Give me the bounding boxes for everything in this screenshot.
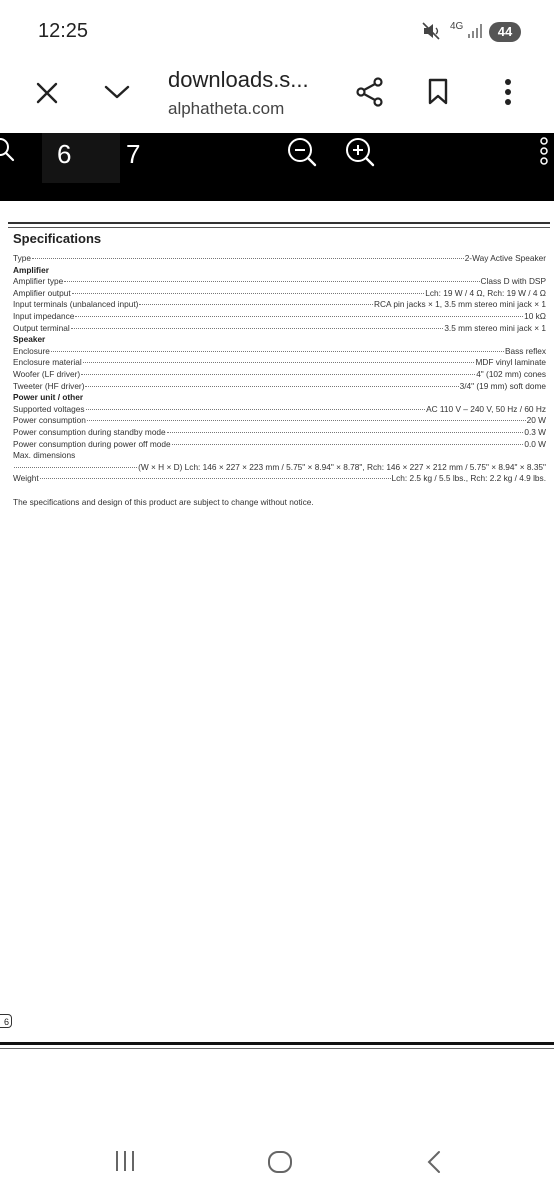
spec-row (13, 450, 546, 462)
spec-row (13, 427, 546, 439)
recent-apps-icon[interactable] (114, 1150, 136, 1172)
spec-label: Input terminals (unbalanced input) (13, 299, 139, 310)
dot-leader (86, 409, 426, 410)
dot-leader (172, 444, 524, 445)
dot-leader (64, 281, 479, 282)
spec-label: Type (13, 253, 31, 263)
spec-value: 3/4" (19 mm) soft dome (459, 380, 546, 391)
dot-leader (139, 304, 373, 305)
spec-section-heading (13, 334, 546, 346)
page-thumb-next[interactable] (118, 133, 196, 183)
network-type: 4G (450, 21, 464, 32)
spec-section-heading (13, 265, 546, 277)
share-icon[interactable] (356, 77, 384, 107)
spec-label: Tweeter (HF driver) (13, 380, 85, 391)
current-page-number: 6 (57, 139, 72, 169)
spec-value: Lch: 2.5 kg / 5.5 lbs., Rch: 2.2 kg / 4.9 lbs. (391, 473, 546, 484)
status-bar (0, 0, 554, 62)
dot-leader (75, 316, 523, 317)
dot-leader (87, 420, 526, 421)
spec-label: Power unit / other (13, 392, 84, 403)
zoom-in-icon[interactable] (345, 137, 375, 167)
page-break-thin (0, 1048, 554, 1049)
page-indicator-badge: 6 (0, 1014, 12, 1028)
spec-value: 2-Way Active Speaker (464, 253, 546, 263)
spec-row (13, 439, 546, 451)
home-icon[interactable] (267, 1150, 293, 1174)
next-page-number: 7 (126, 139, 141, 169)
header-rule-thin (8, 227, 550, 228)
spec-row (13, 253, 546, 265)
spec-label: Enclosure material (13, 357, 82, 368)
dot-leader (81, 374, 475, 375)
pdf-viewer-toolbar (0, 133, 554, 201)
header-rule (8, 222, 550, 224)
spec-row (13, 381, 546, 393)
spec-label: Amplifier type (13, 276, 64, 287)
spec-row (13, 473, 546, 485)
spec-row (13, 404, 546, 416)
spec-label: Woofer (LF driver) (13, 368, 81, 379)
spec-value: RCA pin jacks × 1, 3.5 mm stereo mini jack × 1 (374, 299, 546, 310)
dot-leader (72, 293, 425, 294)
page-thumbnails-icon[interactable] (538, 137, 550, 167)
spec-label: Input impedance (13, 310, 75, 321)
spec-label: Power consumption during standby mode (13, 426, 166, 437)
dot-leader (51, 351, 504, 352)
page-url-title[interactable]: downloads.s... (168, 67, 309, 92)
spec-value: 4" (102 mm) cones (476, 368, 546, 379)
specifications-notice: The specifications and design of this product are subject to change without notice. (13, 497, 314, 507)
spec-value: 0.0 W (524, 438, 546, 449)
spec-section-heading (13, 392, 546, 404)
page-break (0, 1042, 554, 1045)
dot-leader (71, 328, 444, 329)
spec-value: 3.5 mm stereo mini jack × 1 (444, 322, 546, 333)
spec-label: Supported voltages (13, 403, 85, 414)
spec-row (13, 462, 546, 474)
spec-label: Speaker (13, 334, 46, 345)
spec-label: Weight (13, 473, 39, 484)
browser-toolbar (0, 62, 554, 132)
more-vertical-icon[interactable] (503, 78, 513, 106)
status-time: 12:25 (38, 20, 89, 42)
spec-value: 20 W (526, 415, 546, 426)
close-icon[interactable] (36, 82, 58, 104)
spec-row (13, 288, 546, 300)
spec-row (13, 357, 546, 369)
spec-value: 10 kΩ (524, 310, 546, 321)
bookmark-icon[interactable] (428, 78, 448, 106)
spec-row (13, 346, 546, 358)
spec-value: 0.3 W (524, 426, 546, 437)
spec-value: Bass reflex (504, 345, 546, 356)
mute-icon (422, 22, 442, 40)
spec-row (13, 415, 546, 427)
back-icon[interactable] (426, 1150, 442, 1174)
spec-label: Amplifier output (13, 287, 71, 298)
spec-row (13, 276, 546, 288)
system-navigation-bar (0, 1130, 554, 1200)
specifications-list (13, 253, 546, 485)
spec-value: Lch: 19 W / 4 Ω, Rch: 19 W / 4 Ω (425, 287, 546, 298)
zoom-out-icon[interactable] (287, 137, 317, 167)
spec-label: Amplifier (13, 264, 49, 275)
spec-value: (W × H × D) Lch: 146 × 227 × 223 mm / 5.75" × 8.94" × 8.78", Rch: 146 × 227 × 212 mm / 5.75" × 8.94" × 8.35" (138, 461, 546, 472)
dot-leader (40, 478, 391, 479)
spec-row (13, 369, 546, 381)
spec-label: Enclosure (13, 345, 50, 356)
page-thumb-current[interactable] (42, 133, 120, 183)
search-icon[interactable] (0, 137, 16, 163)
signal-icon (467, 23, 485, 39)
spec-row (13, 323, 546, 335)
spec-row (13, 299, 546, 311)
spec-row (13, 311, 546, 323)
chevron-down-icon[interactable] (104, 84, 130, 100)
dot-leader (85, 386, 458, 387)
spec-label: Output terminal (13, 322, 70, 333)
spec-value: MDF vinyl laminate (475, 357, 546, 368)
page-domain: alphatheta.com (168, 99, 285, 118)
dot-leader (83, 362, 475, 363)
battery-indicator: 44 (489, 22, 521, 42)
spec-label: Power consumption (13, 415, 86, 426)
spec-label: Max. dimensions (13, 450, 76, 461)
dot-leader (167, 432, 524, 433)
dot-leader (14, 467, 137, 468)
specifications-heading: Specifications (13, 231, 102, 246)
dot-leader (32, 258, 464, 259)
spec-label: Power consumption during power off mode (13, 438, 171, 449)
spec-value: Class D with DSP (480, 276, 546, 287)
spec-value: AC 110 V – 240 V, 50 Hz / 60 Hz (426, 403, 546, 414)
